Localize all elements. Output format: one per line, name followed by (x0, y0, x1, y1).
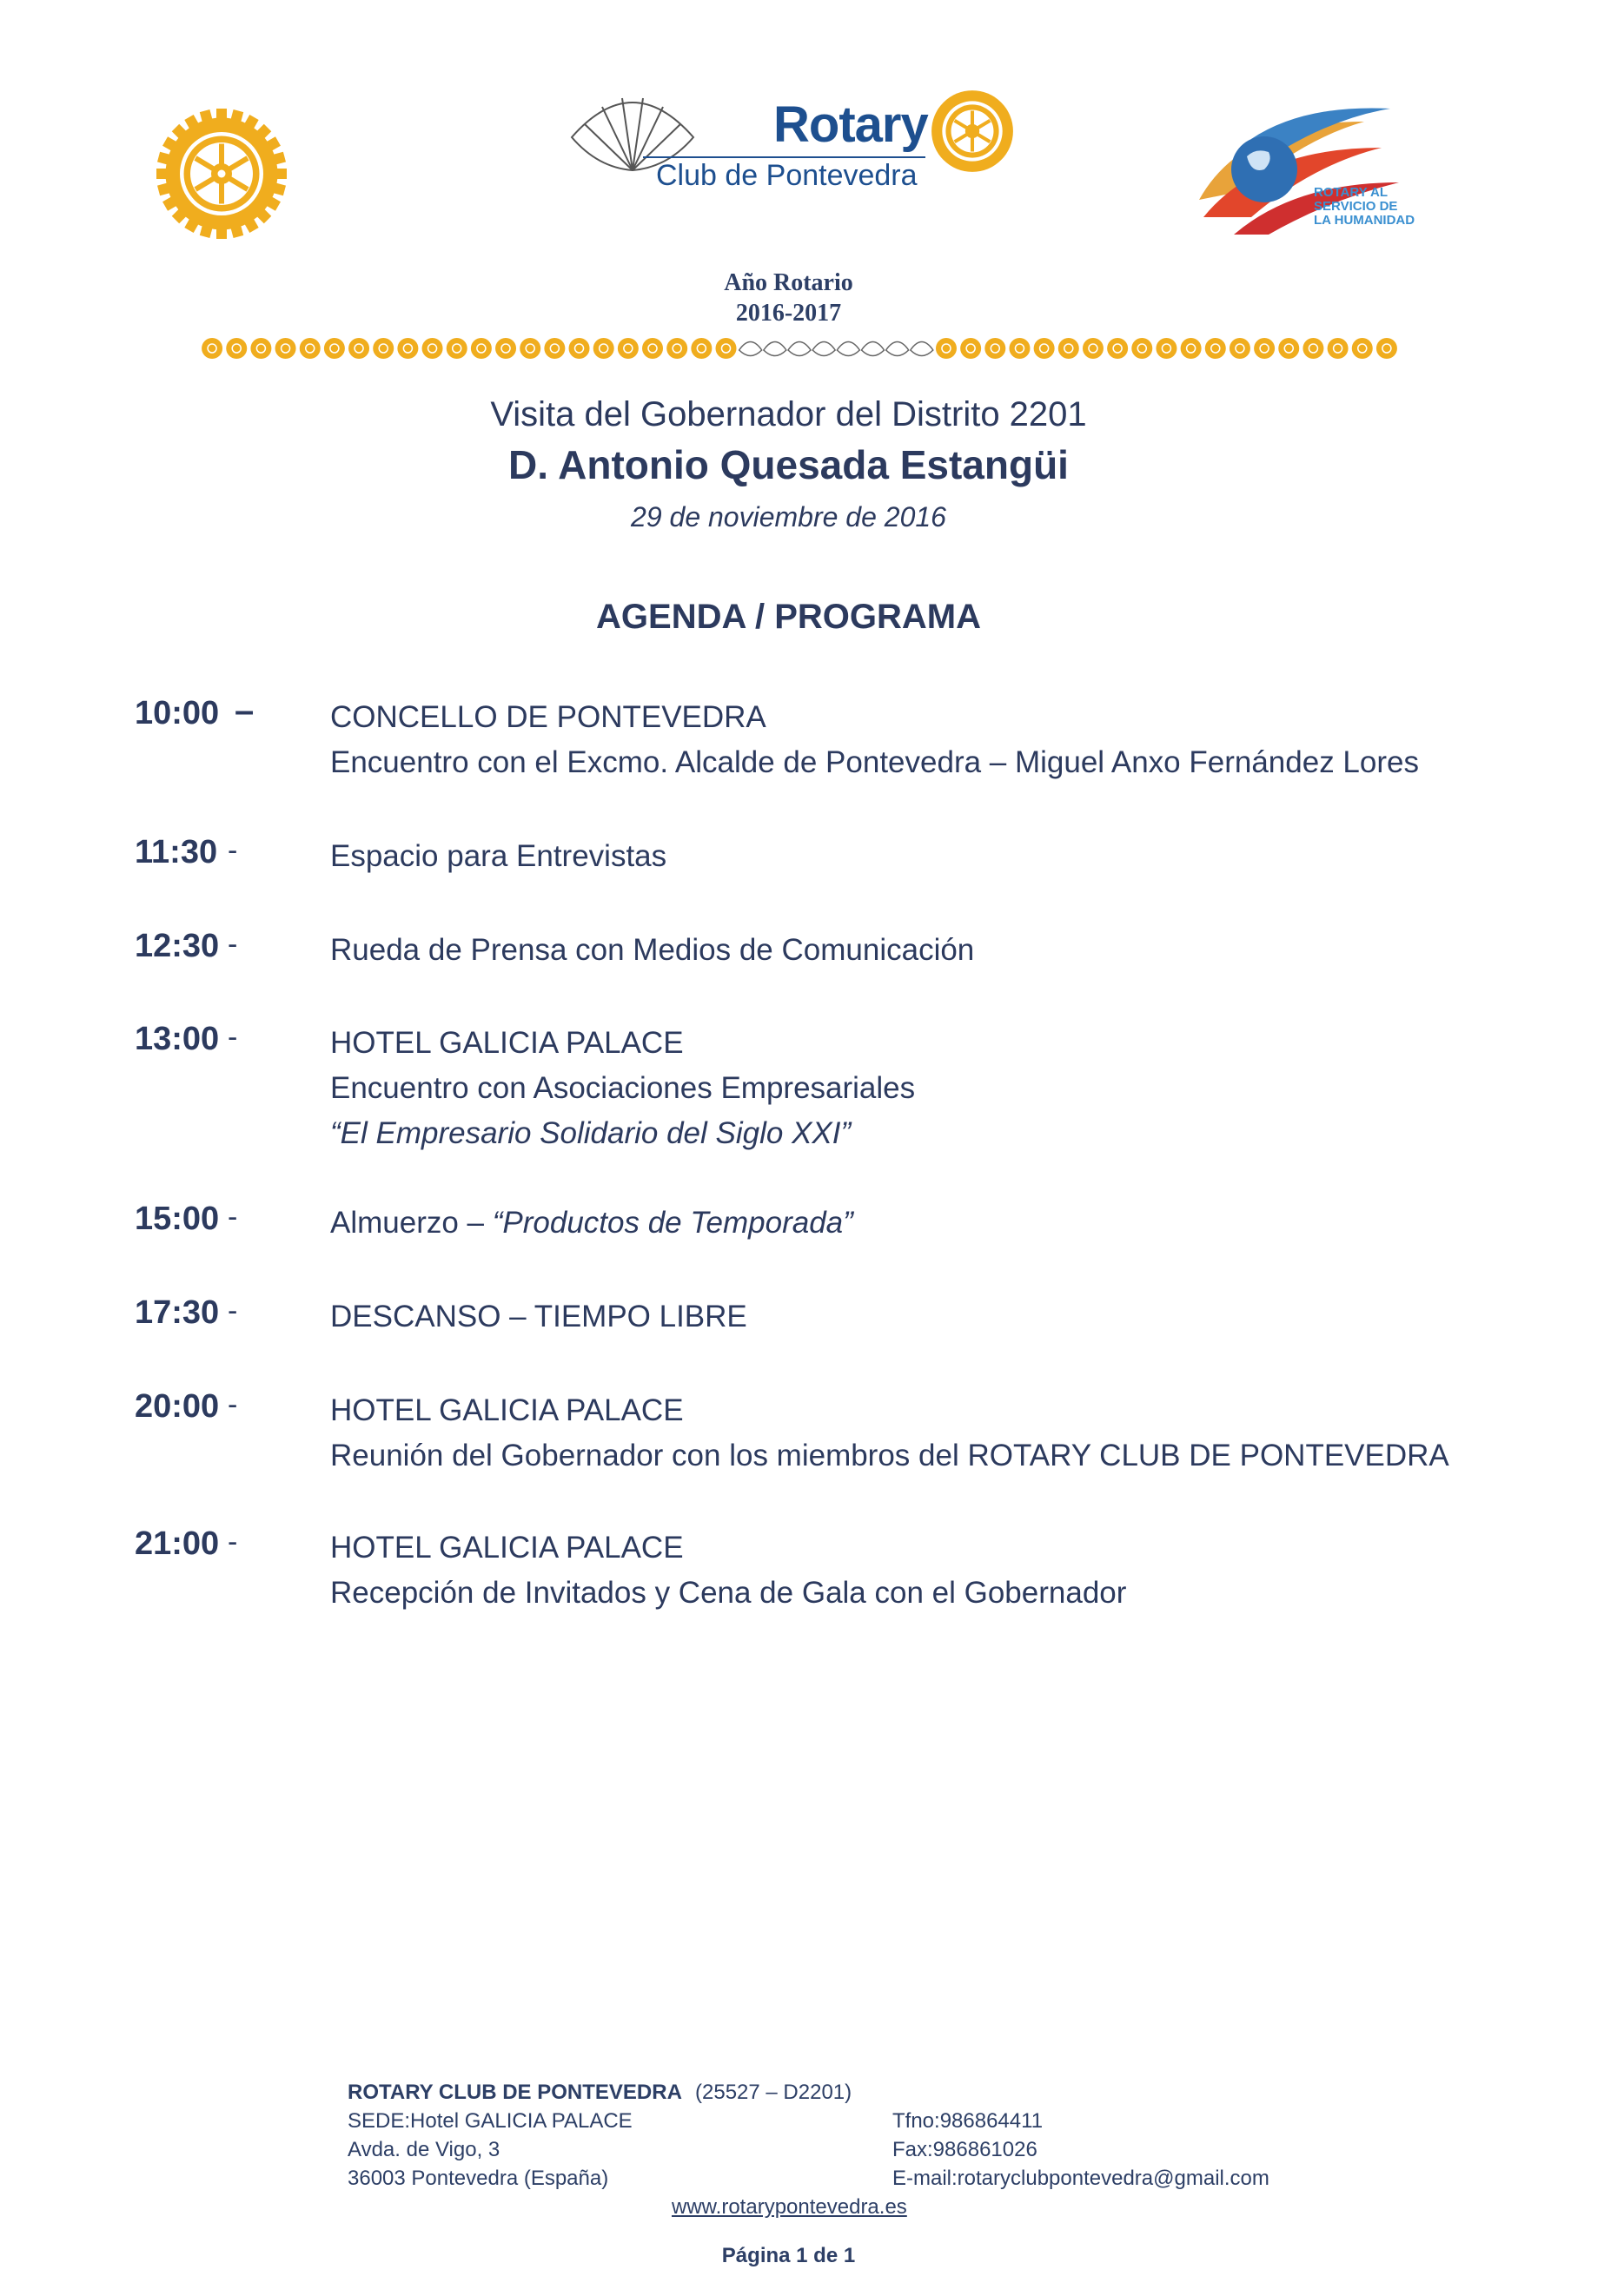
page-number: Página 1 de 1 (721, 2244, 856, 2267)
shell-dot-icon (886, 342, 909, 356)
footer-phone: Tfno:986864411 (892, 2109, 1044, 2133)
agenda-dash: – (235, 691, 255, 730)
agenda-line: DESCANSO – TIEMPO LIBRE (330, 1300, 747, 1333)
shell-dot-icon (739, 342, 762, 356)
gold-dot-icon (1107, 338, 1128, 359)
gold-dot-icon (226, 338, 247, 359)
rotary-international-wheel-logo (156, 109, 287, 239)
gold-dot-icon (618, 338, 639, 359)
agenda-lines (330, 1021, 915, 1156)
gold-dot-icon (324, 338, 345, 359)
gold-dot-icon (1058, 338, 1079, 359)
governor-name: D. Antonio Quesada Estangüi (508, 442, 1069, 487)
gold-dot-icon (1303, 338, 1323, 359)
gold-dot-icon (447, 338, 467, 359)
gold-dot-icon (1009, 338, 1030, 359)
humanity-tagline: ROTARY AL SERVICIO DE LA HUMANIDAD (1314, 185, 1415, 228)
gold-dot-icon (1278, 338, 1299, 359)
footer-email[interactable]: E-mail:rotaryclubpontevedra@gmail.com (892, 2167, 1269, 2190)
agenda-dash: - (228, 1388, 238, 1421)
gold-dot-icon (275, 338, 296, 359)
gold-dot-icon (642, 338, 663, 359)
gold-dot-icon (1156, 338, 1177, 359)
gold-dot-icon (300, 338, 321, 359)
gold-dot-icon (520, 338, 540, 359)
gold-dot-icon (1376, 338, 1397, 359)
shell-dot-icon (861, 342, 884, 356)
gold-dot-icon (348, 338, 369, 359)
agenda-heading: AGENDA / PROGRAMA (596, 598, 981, 636)
agenda-lines (330, 928, 974, 973)
gold-dot-icon (984, 338, 1005, 359)
gold-dot-icon (1083, 338, 1104, 359)
agenda-time: 10:00 (135, 695, 220, 731)
rotary-year-label: Año Rotario (724, 269, 853, 296)
agenda-lines (330, 1388, 1449, 1479)
agenda-time: 21:00 (135, 1525, 220, 1562)
agenda-time: 11:30 (135, 834, 218, 870)
visit-date: 29 de noviembre de 2016 (631, 501, 946, 533)
agenda-time: 17:30 (135, 1294, 220, 1331)
visit-title: Visita del Gobernador del Distrito 2201 (490, 395, 1087, 433)
footer-club-name: ROTARY CLUB DE PONTEVEDRA (348, 2081, 682, 2104)
rotary-wordmark: Rotary (773, 96, 928, 153)
agenda-time: 12:30 (135, 928, 220, 964)
agenda-line: HOTEL GALICIA PALACE (330, 1531, 684, 1565)
agenda-dash: - (228, 928, 238, 961)
agenda-lines (330, 1525, 1126, 1616)
shell-dot-icon (764, 342, 786, 356)
footer-fax: Fax:986861026 (892, 2138, 1037, 2161)
agenda-line: Rueda de Prensa con Medios de Comunicación (330, 933, 975, 967)
club-name: Club de Pontevedra (656, 159, 918, 192)
agenda-line: Recepción de Invitados y Cena de Gala con el Gobernador (330, 1576, 1127, 1610)
footer-city: 36003 Pontevedra (España) (348, 2167, 609, 2190)
footer-club-code: (25527 – D2201) (695, 2081, 852, 2104)
agenda-line: HOTEL GALICIA PALACE (330, 1026, 684, 1060)
gold-dot-icon (422, 338, 443, 359)
agenda-line: HOTEL GALICIA PALACE (330, 1393, 684, 1427)
agenda-time: 20:00 (135, 1388, 220, 1425)
agenda-line: “El Empresario Solidario del Siglo XXI” (330, 1116, 852, 1150)
agenda-line: Reunión del Gobernador con los miembros del ROTARY CLUB DE PONTEVEDRA (330, 1439, 1449, 1472)
gold-dot-icon (569, 338, 590, 359)
rotary-year-range: 2016-2017 (735, 300, 842, 327)
gold-dot-icon (1254, 338, 1275, 359)
agenda-dash: - (228, 1294, 238, 1327)
gold-dot-icon (691, 338, 712, 359)
gold-dot-icon (373, 338, 394, 359)
gold-dot-icon (544, 338, 565, 359)
agenda-line: Espacio para Entrevistas (330, 839, 667, 873)
gold-dot-icon (960, 338, 981, 359)
gold-dot-icon (1328, 338, 1349, 359)
logo-divider (643, 156, 925, 158)
rotary-humanity-globe-logo (1182, 87, 1434, 261)
gold-dot-icon (936, 338, 957, 359)
gold-dot-icon (397, 338, 418, 359)
gold-dot-icon (202, 338, 222, 359)
footer-website-link[interactable]: www.rotarypontevedra.es (672, 2195, 907, 2219)
agenda-dash: - (228, 1021, 238, 1054)
gold-dot-icon (593, 338, 614, 359)
gold-dot-icon (716, 338, 737, 359)
gold-dot-icon (1352, 338, 1373, 359)
agenda-time: 15:00 (135, 1201, 220, 1237)
shell-dot-icon (911, 342, 933, 356)
shell-dot-icon (812, 342, 835, 356)
shell-dot-icon (788, 342, 811, 356)
agenda-lines (330, 695, 1419, 785)
gold-dot-icon (1230, 338, 1250, 359)
gold-dot-icon (1034, 338, 1055, 359)
gold-dot-icon (1131, 338, 1152, 359)
agenda-line: CONCELLO DE PONTEVEDRA (330, 700, 766, 734)
gold-dot-icon (250, 338, 271, 359)
agenda-dash: - (228, 834, 238, 867)
footer-address: Avda. de Vigo, 3 (348, 2138, 500, 2161)
agenda-line: Encuentro con Asociaciones Empresariales (330, 1071, 916, 1105)
decorative-dot-border (200, 334, 1399, 363)
gold-dot-icon (495, 338, 516, 359)
gold-dot-icon (1181, 338, 1202, 359)
agenda-dash: - (228, 1201, 238, 1234)
agenda-lines (330, 834, 666, 879)
gold-dot-icon (1205, 338, 1226, 359)
footer-sede: SEDE:Hotel GALICIA PALACE (348, 2109, 633, 2133)
agenda-line: Encuentro con el Excmo. Alcalde de Pontevedra – Miguel Anxo Fernández Lores (330, 745, 1419, 779)
gold-dot-icon (666, 338, 687, 359)
shell-dot-icon (837, 342, 859, 356)
agenda-lines (330, 1201, 853, 1246)
rotary-wheel-icon (928, 87, 1017, 175)
agenda-line: Almuerzo – “Productos de Temporada” (330, 1206, 853, 1240)
agenda-time: 13:00 (135, 1021, 220, 1057)
agenda-dash: - (228, 1525, 238, 1558)
gold-dot-icon (471, 338, 492, 359)
agenda-lines (330, 1294, 747, 1340)
